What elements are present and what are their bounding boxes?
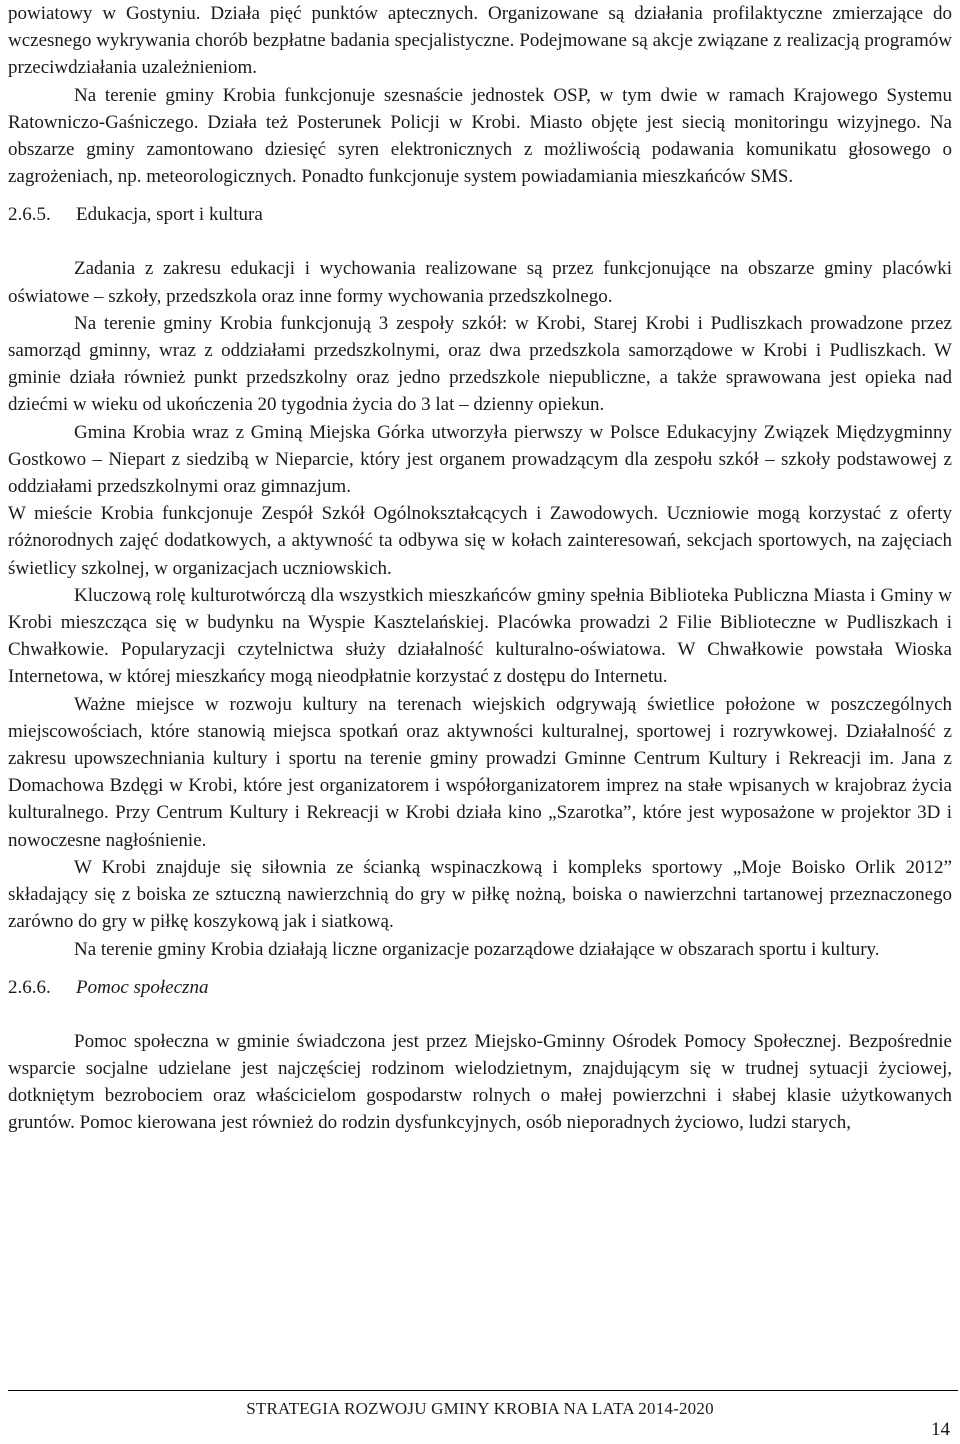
section-heading-education bbox=[8, 201, 952, 228]
footer-divider bbox=[8, 1390, 958, 1391]
paragraph-education-tasks: Zadania z zakresu edukacji i wychowania realizowane są przez funkcjonujące na obszarze gminy placówki oświatowe – szkoły, przedszkola oraz inne formy wychowania przedszkolnego. bbox=[8, 258, 952, 307]
paragraph-education-union: Gmina Krobia wraz z Gminą Miejska Górka utworzyła pierwszy w Polsce Edukacyjny Związek Międzygminny Gostkowo – Niepart z siedzibą w Nieparcie, który jest organem prowadzącym dla zespołu szkół – szkoły podstawowej z oddziałami przedszkolnymi oraz gimnazjum. bbox=[8, 421, 952, 498]
document-page bbox=[8, 0, 952, 1137]
section-title: Edukacja, sport i kultura bbox=[76, 204, 263, 226]
paragraph-library: Kluczową rolę kulturotwórczą dla wszystkich mieszkańców gminy spełnia Biblioteka Publiczna Miasta i Gminy w Krobi mieszcząca się w budynku na Wyspie Kasztelańskiej. Placówka prowadzi 2 Filie Biblioteczne w Pudliszkach i Chwałkowie. Popularyzacji czytelnictwa służy działalność kulturalno-oświatowa. W Chwałkowie powstała Wioska Internetowa, w której mieszkańcy mogą nieodpłatnie korzystać z dostępu do Internetu. bbox=[8, 584, 952, 688]
section-title: Pomoc społeczna bbox=[76, 976, 209, 998]
section-number: 2.6.5. bbox=[8, 204, 51, 226]
paragraph-high-school: W mieście Krobia funkcjonuje Zespół Szkół Ogólnokształcących i Zawodowych. Uczniowie mogą korzystać z oferty różnorodnych zajęć dodatkowych, a aktywność ta odbywa się w kołach zainteresowań, sekcjach sportowych, na zajęciach świetlicy szkolnej, w organizacjach uczniowskich. bbox=[8, 503, 952, 579]
section-number: 2.6.6. bbox=[8, 976, 51, 998]
paragraph-schools: Na terenie gminy Krobia funkcjonują 3 zespoły szkół: w Krobi, Starej Krobi i Pudliszkach prowadzone przez samorząd gminny, wraz z oddziałami przedszkolnymi, oraz dwa przedszkola samorządowe w Krobi i Pudliszkach. W gminie działa również punkt przedszkolny oraz jedno przedszkole niepubliczne, a także sprawowana jest opieka nad dziećmi w wieku od ukończenia 20 tygodnia życia do 3 lat – dzienny opiekun. bbox=[8, 312, 952, 416]
paragraph-culture-centers: Ważne miejsce w rozwoju kultury na terenach wiejskich odgrywają świetlice położone w poszczególnych miejscowościach, które stanowią miejsca spotkań oraz aktywności kulturalnej, sportowej i rozrywkowej. Działalność z zakresu upowszechniania kultury i sportu na terenie gminy prowadzi Gminne Centrum Kultury i Rekreacji im. Jana z Domachowa Bzdęgi w Krobi, które jest organizatorem i współorganizatorem imprez na stałe wpisanych w krajobraz życia kulturalnego. Przy Centrum Kultury i Rekreacji w Krobi działa kino „Szarotka”, które jest wyposażone w projektor 3D i nowoczesne nagłośnienie. bbox=[8, 693, 952, 851]
paragraph-social-aid: Pomoc społeczna w gminie świadczona jest przez Miejsko-Gminny Ośrodek Pomocy Społecznej. Bezpośrednie wsparcie socjalne udzielane jest najczęściej rodzinom wielodzietnym, znajdującym się w trudnej sytuacji życiowej, dotkniętym bezrobociem oraz właścicielom gospodarstw rolnych o małej powierzchni i słabej klasie użytkowanych gruntów. Pomoc kierowana jest również do rodzin dysfunkcyjnych, osób nieporadnych życiowo, ludzi starych, bbox=[8, 1030, 952, 1134]
paragraph-safety: Na terenie gminy Krobia funkcjonuje szesnaście jednostek OSP, w tym dwie w ramach Krajowego Systemu Ratowniczo-Gaśniczego. Działa też Posterunek Policji w Krobi. Miasto objęte jest siecią monitoringu wizyjnego. Na obszarze gminy zamontowano dziesięć syren elektronicznych z możliwością podawania komunikatu głosowego o zagrożeniach, np. meteorologicznych. Ponadto funkcjonuje system powiadamiania mieszkańców SMS. bbox=[8, 84, 952, 188]
paragraph-ngos: Na terenie gminy Krobia działają liczne organizacje pozarządowe działające w obszarach sportu i kultury. bbox=[74, 938, 880, 960]
paragraph-health: powiatowy w Gostyniu. Działa pięć punktów aptecznych. Organizowane są działania profilaktyczne zmierzające do wczesnego wykrywania chorób bezpłatne badania specjalistyczne. Podejmowane są akcje związane z realizacją programów przeciwdziałania uzależnieniom. bbox=[8, 3, 952, 79]
paragraph-sport-facilities: W Krobi znajduje się siłownia ze ścianką wspinaczkową i kompleks sportowy „Moje Boisko Orlik 2012” składający się z boiska ze sztuczną nawierzchnią do gry w piłkę nożną, boiska o nawierzchni tartanowej przeznaczonego zarówno do gry w piłkę koszykową jak i siatkową. bbox=[8, 856, 952, 933]
page-number: 14 bbox=[931, 1419, 950, 1440]
footer-title: STRATEGIA ROZWOJU GMINY KROBIA NA LATA 2014-2020 bbox=[246, 1399, 714, 1418]
section-heading-social-aid bbox=[8, 974, 952, 1001]
